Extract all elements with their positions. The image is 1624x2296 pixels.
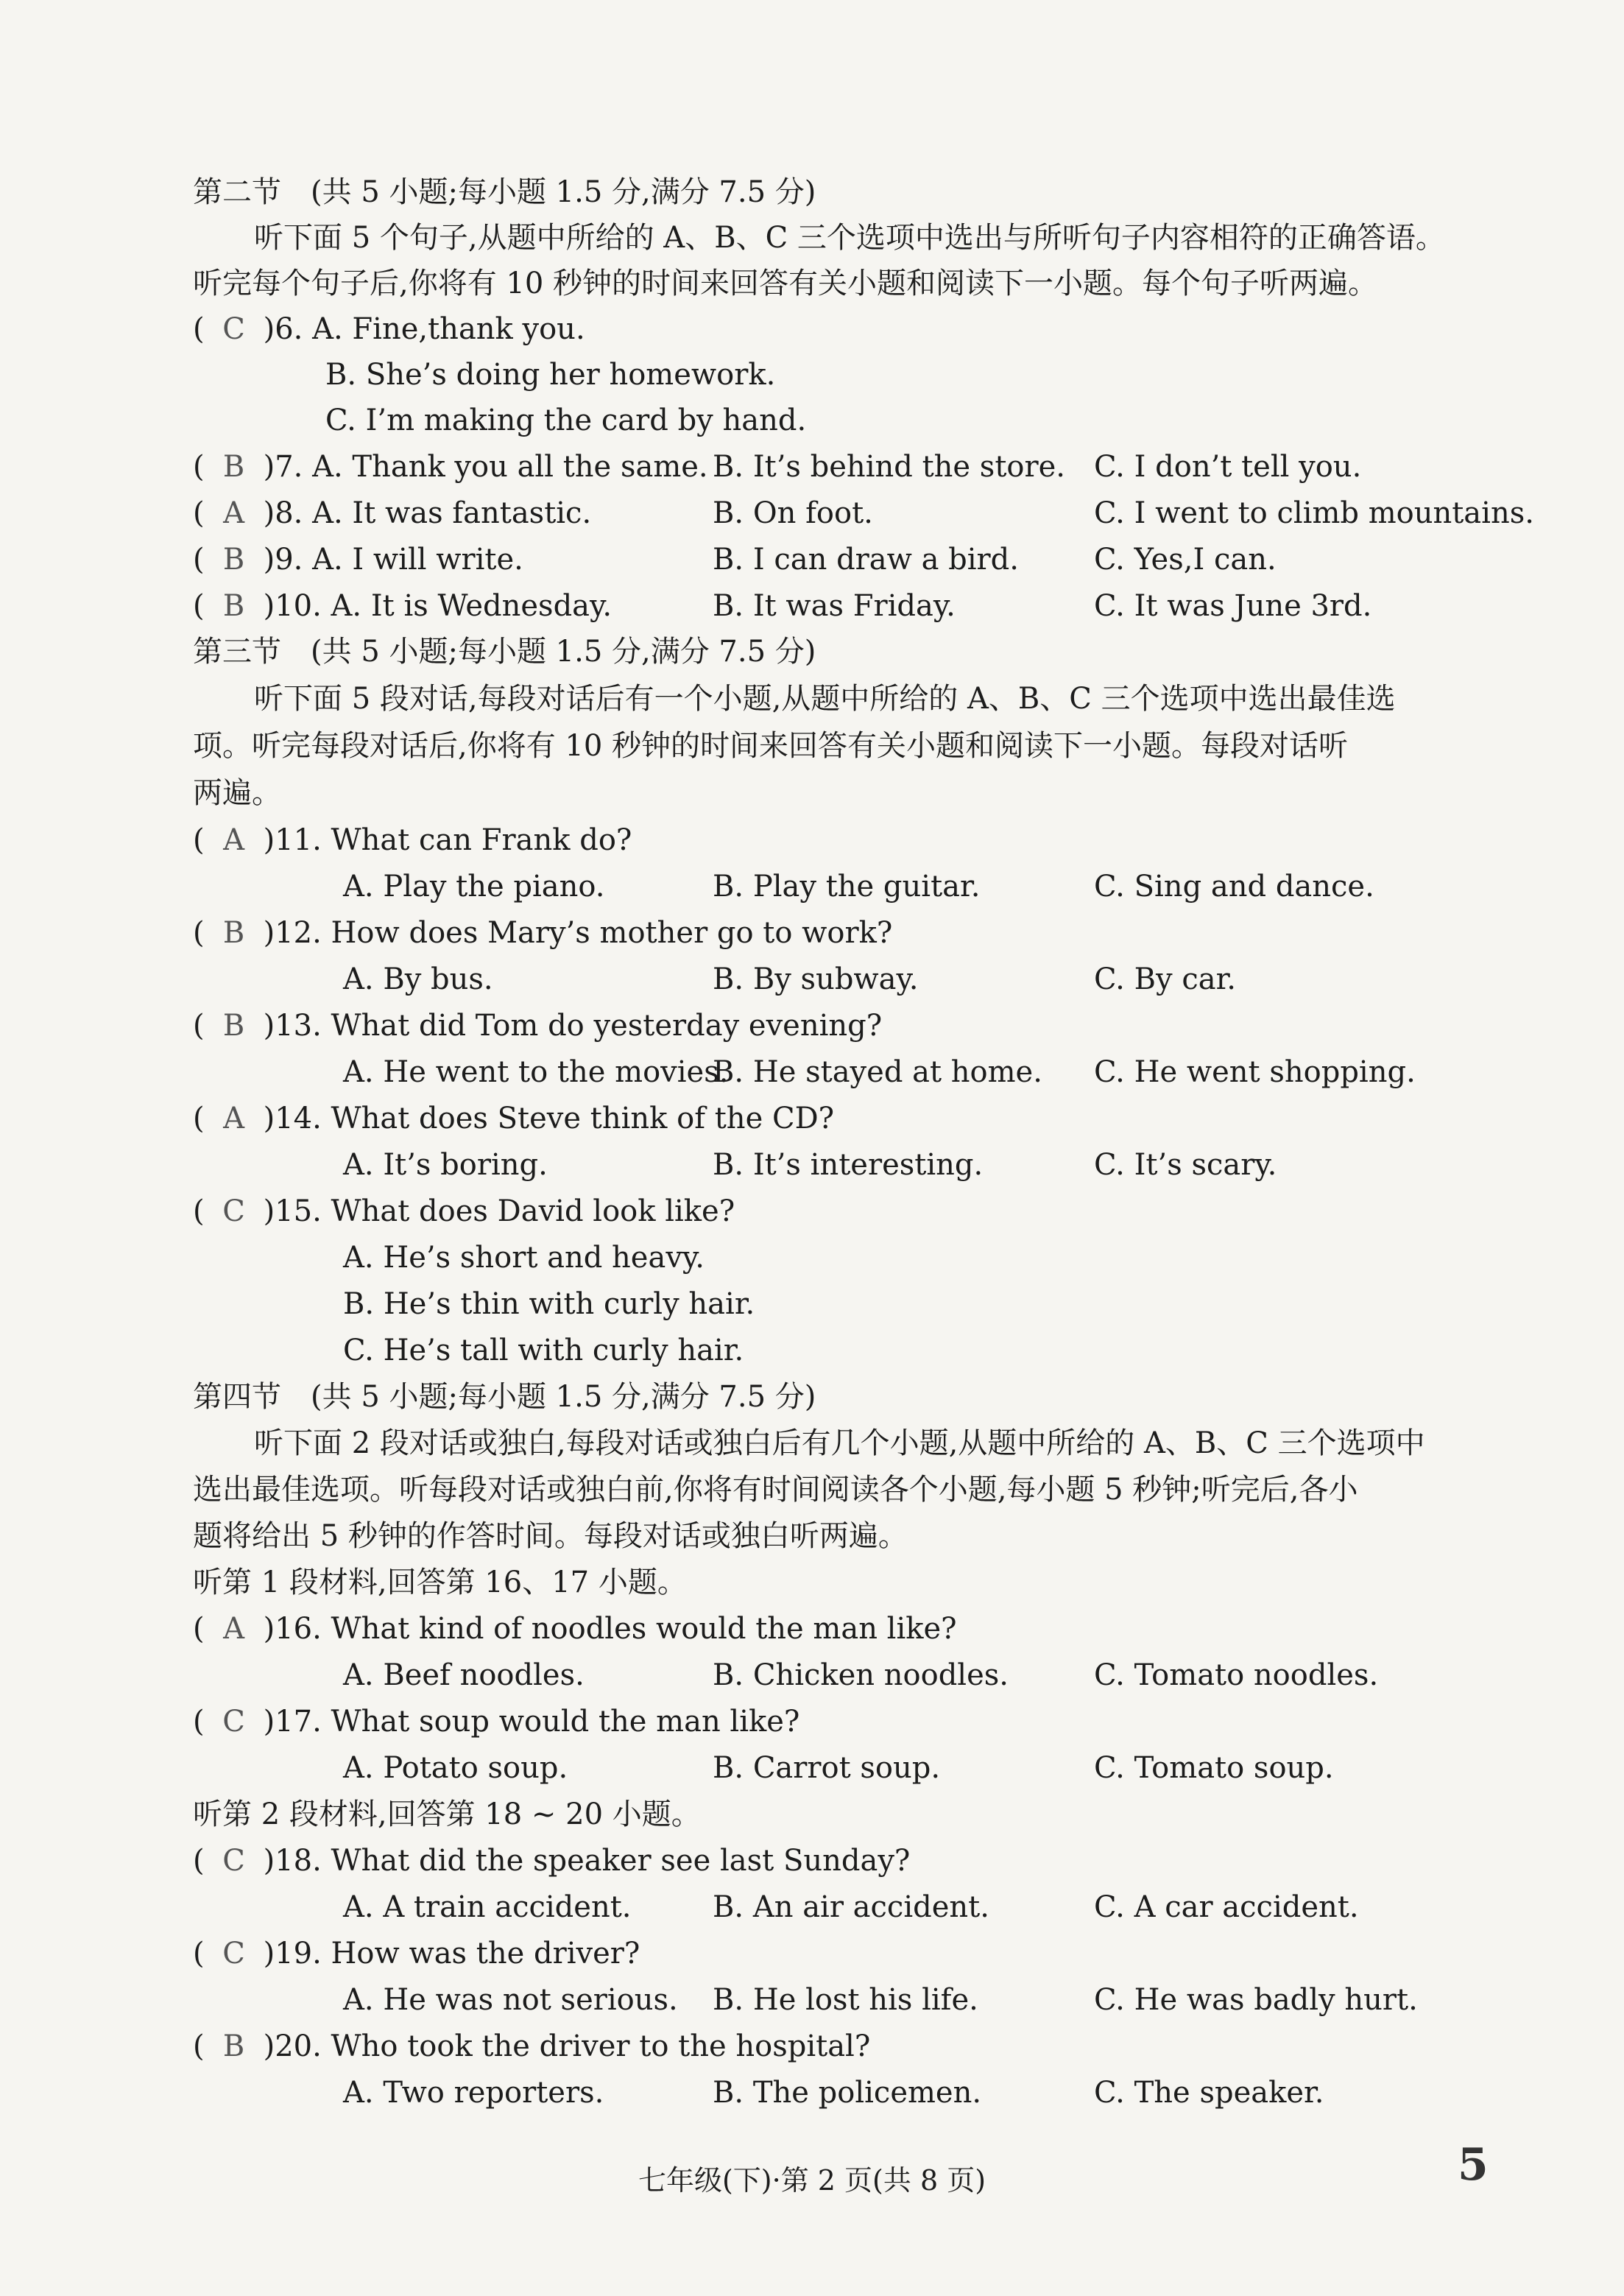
answer-paren: ( [193, 496, 205, 530]
section-3-instructions: 听下面 5 段对话,每段对话后有一个小题,从题中所给的 A、B、C 三个选项中选出最佳选 [254, 682, 1396, 716]
page-footer: 七年级(下)·第 2 页(共 8 页) [638, 2164, 986, 2197]
answer-20: B [222, 2029, 245, 2063]
question-18 [193, 1838, 1533, 1884]
question-6-option-b: B. She’s doing her homework. [325, 358, 776, 392]
question-11 [193, 817, 1533, 863]
answer-11: A [223, 823, 245, 857]
question-20-stem: )20. Who took the driver to the hospital? [263, 2029, 871, 2063]
section-2-instructions-cont: 听完每个句子后,你将有 10 秒钟的时间来回答有关小题和阅读下一小题。每个句子听两遍。 [193, 267, 1378, 300]
question-19 [193, 1931, 1533, 1976]
answer-paren: ( [193, 589, 205, 623]
question-18-option-c: C. A car accident. [1094, 1890, 1359, 1924]
question-13-stem: )13. What did Tom do yesterday evening? [263, 1009, 883, 1043]
answer-10: B [222, 589, 245, 623]
question-14-stem: )14. What does Steve think of the CD? [263, 1102, 835, 1135]
question-11-stem: )11. What can Frank do? [263, 823, 632, 857]
section-4-title: 第四节 (共 5 小题;每小题 1.5 分,满分 7.5 分) [193, 1380, 816, 1414]
question-14-option-a: A. It’s boring. [343, 1148, 548, 1182]
question-12 [193, 910, 1533, 956]
answer-paren: ( [193, 450, 205, 484]
question-11-option-a: A. Play the piano. [343, 870, 605, 904]
answer-paren: ( [193, 1612, 205, 1646]
answer-12: B [222, 916, 245, 950]
answer-paren: ( [193, 1009, 205, 1043]
question-9-option-c: C. Yes,I can. [1094, 543, 1277, 577]
question-15-stem: )15. What does David look like? [263, 1194, 735, 1228]
question-15 [193, 1189, 1533, 1234]
question-6-option-a: )6. A. Fine,thank you. [263, 312, 585, 346]
section-4-instructions-end: 题将给出 5 秒钟的作答时间。每段对话或独白听两遍。 [193, 1519, 908, 1553]
question-14 [193, 1096, 1533, 1141]
question-18-option-b: B. An air accident. [713, 1890, 989, 1924]
answer-18: C [222, 1844, 245, 1878]
question-19-option-a: A. He was not serious. [343, 1983, 678, 2017]
section-4-instructions-cont: 选出最佳选项。听每段对话或独白前,你将有时间阅读各个小题,每小题 5 秒钟;听完后,各小 [193, 1473, 1358, 1507]
answer-paren: ( [193, 543, 205, 577]
question-13-option-a: A. He went to the movies. [343, 1055, 729, 1089]
question-10-option-b: B. It was Friday. [713, 589, 956, 623]
section-3-instructions-cont: 项。听完每段对话后,你将有 10 秒钟的时间来回答有关小题和阅读下一小题。每段对话听 [193, 729, 1349, 763]
question-20-option-a: A. Two reporters. [343, 2076, 604, 2110]
question-15-option-b: B. He’s thin with curly hair. [343, 1287, 755, 1321]
question-17-stem: )17. What soup would the man like? [263, 1705, 800, 1739]
question-12-stem: )12. How does Mary’s mother go to work? [263, 916, 893, 950]
question-13 [193, 1003, 1533, 1049]
question-6-option-c: C. I’m making the card by hand. [325, 404, 807, 437]
question-8-option-a: )8. A. It was fantastic. [263, 496, 592, 530]
question-19-option-b: B. He lost his life. [713, 1983, 978, 2017]
question-11-option-b: B. Play the guitar. [713, 870, 981, 904]
question-6 [193, 306, 1533, 352]
question-16-option-a: A. Beef noodles. [343, 1658, 585, 1692]
question-8-option-b: B. On foot. [713, 496, 873, 530]
answer-paren: ( [193, 1194, 205, 1228]
question-20-option-b: B. The policemen. [713, 2076, 982, 2110]
question-13-option-c: C. He went shopping. [1094, 1055, 1416, 1089]
material-2-heading: 听第 2 段材料,回答第 18 ~ 20 小题。 [193, 1797, 701, 1831]
question-7-option-c: C. I don’t tell you. [1094, 450, 1362, 484]
answer-paren: ( [193, 1937, 205, 1971]
answer-16: A [223, 1612, 245, 1646]
answer-15: C [222, 1194, 245, 1228]
question-14-option-c: C. It’s scary. [1094, 1148, 1277, 1182]
question-19-stem: )19. How was the driver? [263, 1937, 640, 1971]
question-12-option-c: C. By car. [1094, 962, 1237, 996]
question-8-option-c: C. I went to climb mountains. [1094, 496, 1534, 530]
section-3-instructions-end: 两遍。 [193, 776, 281, 810]
question-7-option-a: )7. A. Thank you all the same. [263, 450, 708, 484]
material-1-heading: 听第 1 段材料,回答第 16、17 小题。 [193, 1566, 687, 1599]
section-3-title: 第三节 (共 5 小题;每小题 1.5 分,满分 7.5 分) [193, 635, 816, 669]
question-17 [193, 1699, 1533, 1744]
question-9-option-a: )9. A. I will write. [263, 543, 523, 577]
section-2-title: 第二节 (共 5 小题;每小题 1.5 分,满分 7.5 分) [193, 175, 816, 209]
question-16-option-b: B. Chicken noodles. [713, 1658, 1009, 1692]
question-17-option-c: C. Tomato soup. [1094, 1751, 1334, 1785]
answer-6: C [222, 312, 245, 346]
answer-paren: ( [193, 2029, 205, 2063]
question-10-option-a: )10. A. It is Wednesday. [263, 589, 612, 623]
question-20-option-c: C. The speaker. [1094, 2076, 1324, 2110]
question-15-option-a: A. He’s short and heavy. [343, 1241, 705, 1275]
answer-7: B [222, 450, 245, 484]
question-19-option-c: C. He was badly hurt. [1094, 1983, 1418, 2017]
answer-paren: ( [193, 312, 205, 346]
question-16-option-c: C. Tomato noodles. [1094, 1658, 1379, 1692]
section-2-instructions: 听下面 5 个句子,从题中所给的 A、B、C 三个选项中选出与所听句子内容相符的正确答语。 [254, 221, 1445, 255]
question-17-option-b: B. Carrot soup. [713, 1751, 941, 1785]
question-12-option-a: A. By bus. [343, 962, 493, 996]
answer-13: B [222, 1009, 245, 1043]
question-13-option-b: B. He stayed at home. [713, 1055, 1042, 1089]
answer-paren: ( [193, 1102, 205, 1135]
answer-paren: ( [193, 1705, 205, 1739]
answer-paren: ( [193, 916, 205, 950]
answer-14: A [223, 1102, 245, 1135]
question-17-option-a: A. Potato soup. [343, 1751, 568, 1785]
section-4-instructions: 听下面 2 段对话或独白,每段对话或独白后有几个小题,从题中所给的 A、B、C 三个选项中 [254, 1426, 1425, 1460]
answer-8: A [223, 496, 245, 530]
question-16-stem: )16. What kind of noodles would the man like? [263, 1612, 957, 1646]
question-18-option-a: A. A train accident. [343, 1890, 632, 1924]
question-16 [193, 1606, 1533, 1652]
question-7-option-b: B. It’s behind the store. [713, 450, 1065, 484]
answer-19: C [222, 1937, 245, 1971]
question-11-option-c: C. Sing and dance. [1094, 870, 1374, 904]
question-20 [193, 2024, 1533, 2069]
question-12-option-b: B. By subway. [713, 962, 919, 996]
answer-paren: ( [193, 1844, 205, 1878]
question-18-stem: )18. What did the speaker see last Sunday? [263, 1844, 911, 1878]
question-10-option-c: C. It was June 3rd. [1094, 589, 1372, 623]
answer-9: B [222, 543, 245, 577]
answer-paren: ( [193, 823, 205, 857]
question-15-option-c: C. He’s tall with curly hair. [343, 1334, 744, 1367]
answer-17: C [222, 1705, 245, 1739]
page-number: 5 [1458, 2139, 1489, 2191]
question-9-option-b: B. I can draw a bird. [713, 543, 1019, 577]
question-14-option-b: B. It’s interesting. [713, 1148, 984, 1182]
